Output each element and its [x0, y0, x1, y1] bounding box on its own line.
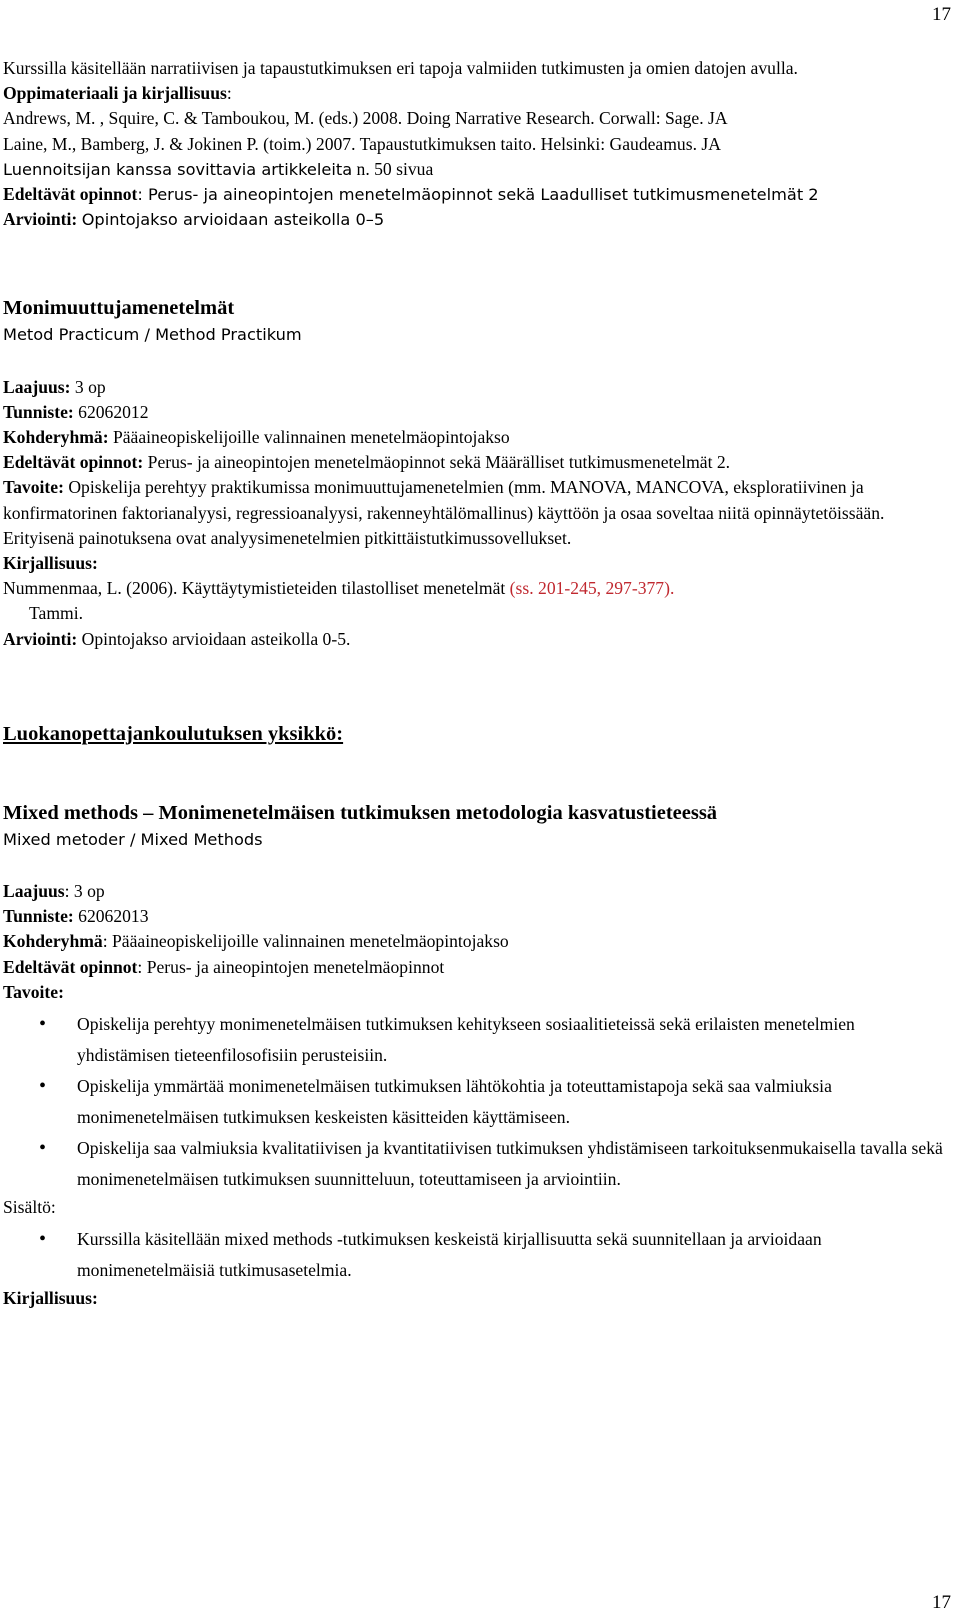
course1-assess-value: Opintojakso arvioidaan asteikolla 0-5. [77, 628, 351, 649]
reference-3-sans: Luennoitsijan kanssa sovittavia artikkeleita [3, 159, 353, 179]
course1-lit-ref-pages: (ss. 201-245, 297-377). [509, 578, 675, 599]
intro-prerequisites [3, 182, 951, 207]
course2-prereq-value: : Perus- ja aineopintojen menetelmäopinnot [137, 956, 445, 977]
course2-title: Mixed methods – Monimenetelmäisen tutkimuksen metodologia kasvatustieteessä [3, 801, 718, 824]
course2-subtitle: Mixed metoder / Mixed Methods [3, 829, 263, 849]
course2-target-value: : Pääaineopiskelijoille valinnainen menetelmäopintojakso [102, 931, 509, 952]
course2-code [3, 904, 951, 929]
reference-3-rest: n. 50 sivua [352, 158, 434, 179]
course1-prereq-label: Edeltävät opinnot: [3, 452, 144, 473]
course2-credits [3, 879, 951, 904]
course1-prereq-value: Perus- ja aineopintojen menetelmäopinnot sekä Määrälliset tutkimusmenetelmät 2. [143, 452, 731, 473]
course2-prereq [3, 955, 951, 980]
course1-title: Monimuuttujamenetelmät [3, 297, 235, 320]
intro-prereq-label: Edeltävät opinnot [3, 184, 138, 205]
content-item: • Kurssilla käsitellään mixed methods -tutkimuksen keskeistä kirjallisuutta sekä suunnitellaan ja arvioidaan monimenetelmäisiä tutkimusasetelmia. [3, 1224, 951, 1286]
page-number-top: 17 [932, 4, 951, 25]
materials-label: Oppimateriaali ja kirjallisuus [3, 83, 227, 104]
course1-target-label: Kohderyhmä: [3, 427, 109, 448]
reference-3 [3, 157, 951, 182]
course2-content-label: Sisältö: [3, 1197, 56, 1218]
unit-heading: Luokanopettajankoulutuksen yksikkö: [3, 722, 344, 745]
course1-goal-label: Tavoite: [3, 477, 64, 498]
course1-prereq [3, 450, 951, 475]
course1-credits-label: Laajuus: [3, 376, 71, 397]
course1-lit-ref-text: Nummenmaa, L. (2006). Käyttäytymistieteiden tilastolliset menetelmät [3, 578, 510, 599]
materials-colon: : [226, 83, 232, 104]
course2-goals-list [3, 1009, 951, 1195]
course2-lit-label: Kirjallisuus: [3, 1288, 98, 1309]
course2-credits-label: Laajuus [3, 881, 65, 902]
page-content [3, 56, 951, 1311]
course1-subtitle: Metod Practicum / Method Practikum [3, 325, 302, 345]
course1-lit-label: Kirjallisuus: [3, 553, 98, 574]
intro-assess-text: Opintojakso arvioidaan asteikolla 0–5 [81, 210, 385, 230]
intro-text: Kurssilla käsitellään narratiivisen ja tapaustutkimuksen eri tapoja valmiiden tutkimusten ja omien datojen avulla. [3, 58, 798, 78]
course2-target-label: Kohderyhmä [3, 931, 103, 952]
page-number-bottom: 17 [932, 1592, 951, 1613]
intro-assess-label: Arviointi: [3, 209, 82, 230]
course1-code-label: Tunniste: [3, 401, 74, 422]
course2-code-value: 62062013 [73, 906, 149, 927]
course1-assess-label: Arviointi: [3, 628, 78, 649]
course2-code-label: Tunniste: [3, 906, 74, 927]
course2-prereq-label: Edeltävät opinnot [3, 956, 138, 977]
course1-lit-publisher: Tammi. [29, 603, 83, 624]
course1-goal [3, 475, 951, 551]
intro-prereq-text: : Perus- ja aineopintojen menetelmäopinnot sekä Laadulliset tutkimusmenetelmät 2 [137, 185, 819, 205]
reference-2: Laine, M., Bamberg, J. & Jokinen P. (toim.) 2007. Tapaustutkimuksen taito. Helsinki: Gaudeamus. JA [3, 133, 721, 154]
course2-content-list [3, 1224, 951, 1286]
course1-assess [3, 627, 951, 652]
course1-lit-ref [3, 576, 951, 601]
course1-goal-value: Opiskelija perehtyy praktikumissa monimuuttujamenetelmien (mm. MANOVA, MANCOVA, eksploratiivinen ja konfirmatorinen faktorianalyysi, regressioanalyysi, rakenneyhtälömallinus) käyttöön ja osaa soveltaa niitä opinnäytetöissään. Erityisenä painotuksena ovat analyysimenetelmien pitkittäistutkimussovellukset. [3, 477, 885, 548]
course1-code [3, 400, 951, 425]
course2-goals-label: Tavoite: [3, 981, 64, 1002]
reference-1: Andrews, M. , Squire, C. & Tamboukou, M. (eds.) 2008. Doing Narrative Research. Corwall: Sage. JA [3, 108, 728, 129]
goal-item: • Opiskelija ymmärtää monimenetelmäisen tutkimuksen lähtökohtia ja toteuttamistapoja sekä saa valmiuksia monimenetelmäisen tutkimuksen keskeisten käsitteiden käyttämiseen. [3, 1071, 951, 1133]
course1-credits [3, 375, 951, 400]
intro-assessment [3, 207, 951, 232]
course1-target-value: Pääaineopiskelijoille valinnainen menetelmäopintojakso [108, 427, 510, 448]
course1-target [3, 425, 951, 450]
goal-item: • Opiskelija saa valmiuksia kvalitatiivisen ja kvantitatiivisen tutkimuksen yhdistämiseen tarkoituksenmukaisella tavalla sekä monimenetelmäisen tutkimuksen suunnitteluun, toteuttamiseen ja arviointiin. [3, 1133, 951, 1195]
materials-heading [3, 81, 951, 106]
course1-code-value: 62062012 [73, 401, 149, 422]
course1-credits-value: 3 op [70, 376, 106, 397]
goal-item: • Opiskelija perehtyy monimenetelmäisen tutkimuksen kehitykseen sosiaalitieteissä sekä erilaisten menetelmien yhdistämisen tieteenfilosofisiin perusteisiin. [3, 1009, 951, 1071]
course2-target [3, 929, 951, 954]
course2-credits-value: : 3 op [64, 881, 105, 902]
